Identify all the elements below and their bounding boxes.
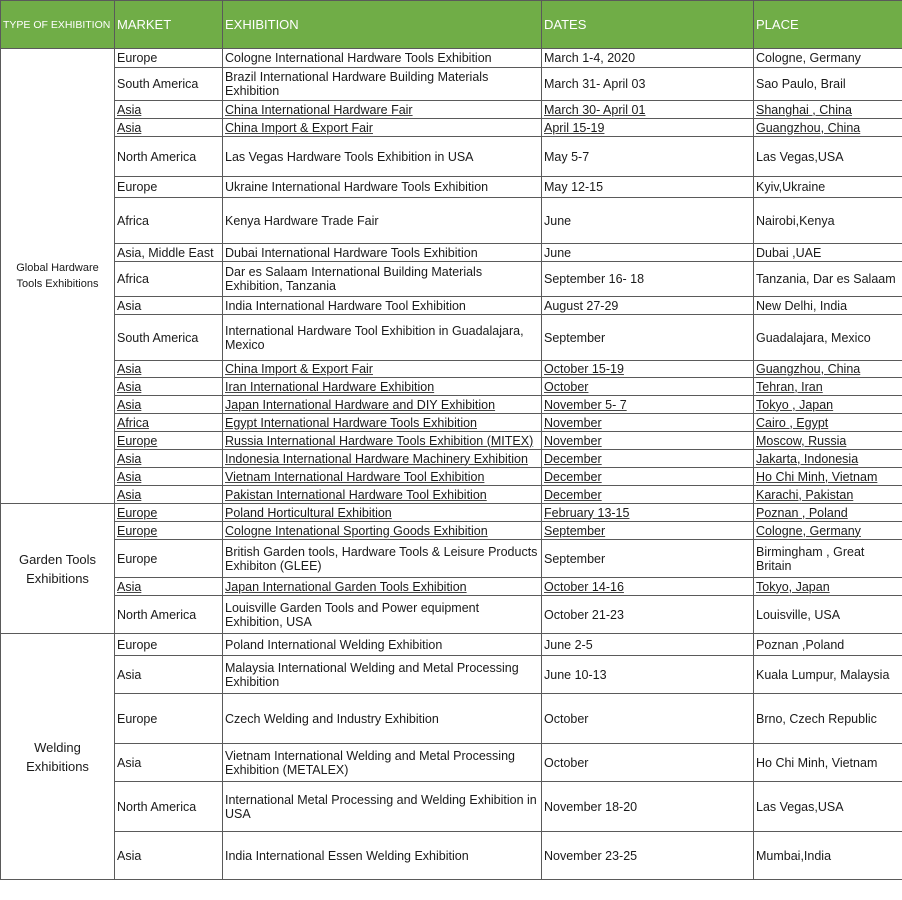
header-dates: DATES [542, 1, 754, 49]
table-row [1, 432, 902, 450]
dates-cell: December [542, 486, 754, 504]
market-cell: Asia [115, 119, 223, 137]
table-row [1, 578, 902, 596]
place-cell: Sao Paulo, Brail [754, 68, 902, 101]
place-cell: Cologne, Germany [754, 49, 902, 68]
header-row [1, 1, 902, 49]
place-cell: Las Vegas,USA [754, 782, 902, 832]
header-type: TYPE OF EXHIBITION [1, 1, 115, 49]
market-cell: Asia [115, 486, 223, 504]
dates-cell: September 16- 18 [542, 262, 754, 297]
table-row [1, 486, 902, 504]
header-market: MARKET [115, 1, 223, 49]
dates-cell: December [542, 468, 754, 486]
place-cell: Cologne, Germany [754, 522, 902, 540]
place-cell: Ho Chi Minh, Vietnam [754, 468, 902, 486]
dates-cell: September [542, 540, 754, 578]
table-row [1, 596, 902, 634]
dates-cell: September [542, 315, 754, 361]
market-cell: Europe [115, 634, 223, 656]
market-cell: Asia [115, 468, 223, 486]
dates-cell: May 12-15 [542, 177, 754, 198]
header-exhibition: EXHIBITION [223, 1, 542, 49]
market-cell: North America [115, 596, 223, 634]
market-cell: South America [115, 68, 223, 101]
table-row [1, 262, 902, 297]
exhibition-cell: International Metal Processing and Welding Exhibition in USA [223, 782, 542, 832]
dates-cell: April 15-19 [542, 119, 754, 137]
table-row [1, 49, 902, 68]
group-title: Garden Tools Exhibitions [1, 504, 115, 634]
place-cell: Poznan , Poland [754, 504, 902, 522]
table-row [1, 634, 902, 656]
exhibition-cell: Brazil International Hardware Building Materials Exhibition [223, 68, 542, 101]
market-cell: Asia [115, 361, 223, 378]
dates-cell: November 23-25 [542, 832, 754, 880]
table-row [1, 522, 902, 540]
group-title: Global Hardware Tools Exhibitions [1, 49, 115, 504]
place-cell: Tokyo, Japan [754, 578, 902, 596]
place-cell: Kuala Lumpur, Malaysia [754, 656, 902, 694]
place-cell: Karachi, Pakistan [754, 486, 902, 504]
exhibition-cell: China Import & Export Fair [223, 361, 542, 378]
exhibition-cell: Malaysia International Welding and Metal Processing Exhibition [223, 656, 542, 694]
exhibition-cell: Czech Welding and Industry Exhibition [223, 694, 542, 744]
dates-cell: March 30- April 01 [542, 101, 754, 119]
place-cell: Kyiv,Ukraine [754, 177, 902, 198]
place-cell: Louisville, USA [754, 596, 902, 634]
table-row [1, 468, 902, 486]
dates-cell: May 5-7 [542, 137, 754, 177]
dates-cell: November 18-20 [542, 782, 754, 832]
table-row [1, 656, 902, 694]
place-cell: Cairo , Egypt [754, 414, 902, 432]
table-row [1, 297, 902, 315]
exhibition-cell: Vietnam International Hardware Tool Exhibition [223, 468, 542, 486]
place-cell: Jakarta, Indonesia [754, 450, 902, 468]
place-cell: New Delhi, India [754, 297, 902, 315]
market-cell: Asia [115, 450, 223, 468]
dates-cell: December [542, 450, 754, 468]
table-body [1, 49, 902, 880]
place-cell: Moscow, Russia [754, 432, 902, 450]
exhibition-cell: China Import & Export Fair [223, 119, 542, 137]
place-cell: Birmingham , Great Britain [754, 540, 902, 578]
market-cell: Asia [115, 578, 223, 596]
market-cell: Europe [115, 177, 223, 198]
exhibition-cell: Pakistan International Hardware Tool Exhibition [223, 486, 542, 504]
exhibition-cell: Iran International Hardware Exhibition [223, 378, 542, 396]
dates-cell: March 31- April 03 [542, 68, 754, 101]
market-cell: Asia [115, 297, 223, 315]
dates-cell: June 2-5 [542, 634, 754, 656]
exhibition-cell: Las Vegas Hardware Tools Exhibition in USA [223, 137, 542, 177]
market-cell: North America [115, 782, 223, 832]
table-row [1, 315, 902, 361]
place-cell: Guangzhou, China [754, 361, 902, 378]
exhibition-cell: Poland International Welding Exhibition [223, 634, 542, 656]
market-cell: North America [115, 137, 223, 177]
market-cell: Asia [115, 396, 223, 414]
table-row [1, 101, 902, 119]
dates-cell: February 13-15 [542, 504, 754, 522]
dates-cell: June 10-13 [542, 656, 754, 694]
dates-cell: November [542, 432, 754, 450]
dates-cell: October 21-23 [542, 596, 754, 634]
market-cell: Asia [115, 378, 223, 396]
market-cell: Europe [115, 694, 223, 744]
table-row [1, 68, 902, 101]
table-row [1, 782, 902, 832]
dates-cell: October [542, 694, 754, 744]
table-row [1, 361, 902, 378]
place-cell: Mumbai,India [754, 832, 902, 880]
dates-cell: November [542, 414, 754, 432]
market-cell: Europe [115, 49, 223, 68]
table-row [1, 177, 902, 198]
place-cell: Ho Chi Minh, Vietnam [754, 744, 902, 782]
dates-cell: March 1-4, 2020 [542, 49, 754, 68]
exhibition-cell: Vietnam International Welding and Metal Processing Exhibition (METALEX) [223, 744, 542, 782]
market-cell: Europe [115, 540, 223, 578]
dates-cell: October [542, 378, 754, 396]
table-row [1, 378, 902, 396]
dates-cell: June [542, 198, 754, 244]
place-cell: Las Vegas,USA [754, 137, 902, 177]
table-row [1, 540, 902, 578]
table-row [1, 244, 902, 262]
market-cell: South America [115, 315, 223, 361]
exhibition-cell: International Hardware Tool Exhibition in Guadalajara, Mexico [223, 315, 542, 361]
market-cell: Europe [115, 432, 223, 450]
exhibition-cell: India International Hardware Tool Exhibition [223, 297, 542, 315]
market-cell: Asia [115, 832, 223, 880]
table-row [1, 504, 902, 522]
exhibition-cell: Dubai International Hardware Tools Exhibition [223, 244, 542, 262]
exhibition-cell: Japan International Garden Tools Exhibition [223, 578, 542, 596]
exhibition-cell: Cologne Intenational Sporting Goods Exhibition [223, 522, 542, 540]
dates-cell: September [542, 522, 754, 540]
table-row [1, 119, 902, 137]
header-place: PLACE [754, 1, 902, 49]
exhibition-cell: Russia International Hardware Tools Exhibition (MITEX) [223, 432, 542, 450]
exhibition-cell: Dar es Salaam International Building Materials Exhibition, Tanzania [223, 262, 542, 297]
place-cell: Brno, Czech Republic [754, 694, 902, 744]
exhibition-cell: Cologne International Hardware Tools Exhibition [223, 49, 542, 68]
market-cell: Africa [115, 414, 223, 432]
exhibition-cell: Japan International Hardware and DIY Exhibition [223, 396, 542, 414]
dates-cell: October [542, 744, 754, 782]
place-cell: Tokyo , Japan [754, 396, 902, 414]
dates-cell: October 14-16 [542, 578, 754, 596]
exhibition-cell: India International Essen Welding Exhibition [223, 832, 542, 880]
exhibition-cell: China International Hardware Fair [223, 101, 542, 119]
place-cell: Tehran, Iran [754, 378, 902, 396]
dates-cell: June [542, 244, 754, 262]
group-title: Welding Exhibitions [1, 634, 115, 880]
exhibition-cell: Indonesia International Hardware Machinery Exhibition [223, 450, 542, 468]
table-row [1, 744, 902, 782]
place-cell: Nairobi,Kenya [754, 198, 902, 244]
market-cell: Asia [115, 101, 223, 119]
table-row [1, 198, 902, 244]
exhibition-cell: British Garden tools, Hardware Tools & Leisure Products Exhibiton (GLEE) [223, 540, 542, 578]
exhibition-cell: Louisville Garden Tools and Power equipment Exhibition, USA [223, 596, 542, 634]
place-cell: Guadalajara, Mexico [754, 315, 902, 361]
table-row [1, 694, 902, 744]
market-cell: Africa [115, 262, 223, 297]
place-cell: Dubai ,UAE [754, 244, 902, 262]
market-cell: Asia, Middle East [115, 244, 223, 262]
table-row [1, 137, 902, 177]
dates-cell: November 5- 7 [542, 396, 754, 414]
dates-cell: August 27-29 [542, 297, 754, 315]
table-row [1, 396, 902, 414]
market-cell: Europe [115, 522, 223, 540]
dates-cell: October 15-19 [542, 361, 754, 378]
market-cell: Africa [115, 198, 223, 244]
place-cell: Tanzania, Dar es Salaam [754, 262, 902, 297]
table-row [1, 414, 902, 432]
table-row [1, 832, 902, 880]
market-cell: Europe [115, 504, 223, 522]
place-cell: Guangzhou, China [754, 119, 902, 137]
exhibition-cell: Ukraine International Hardware Tools Exhibition [223, 177, 542, 198]
place-cell: Shanghai , China [754, 101, 902, 119]
market-cell: Asia [115, 656, 223, 694]
table-row [1, 450, 902, 468]
place-cell: Poznan ,Poland [754, 634, 902, 656]
exhibition-cell: Poland Horticultural Exhibition [223, 504, 542, 522]
exhibition-cell: Kenya Hardware Trade Fair [223, 198, 542, 244]
market-cell: Asia [115, 744, 223, 782]
exhibition-cell: Egypt International Hardware Tools Exhibition [223, 414, 542, 432]
